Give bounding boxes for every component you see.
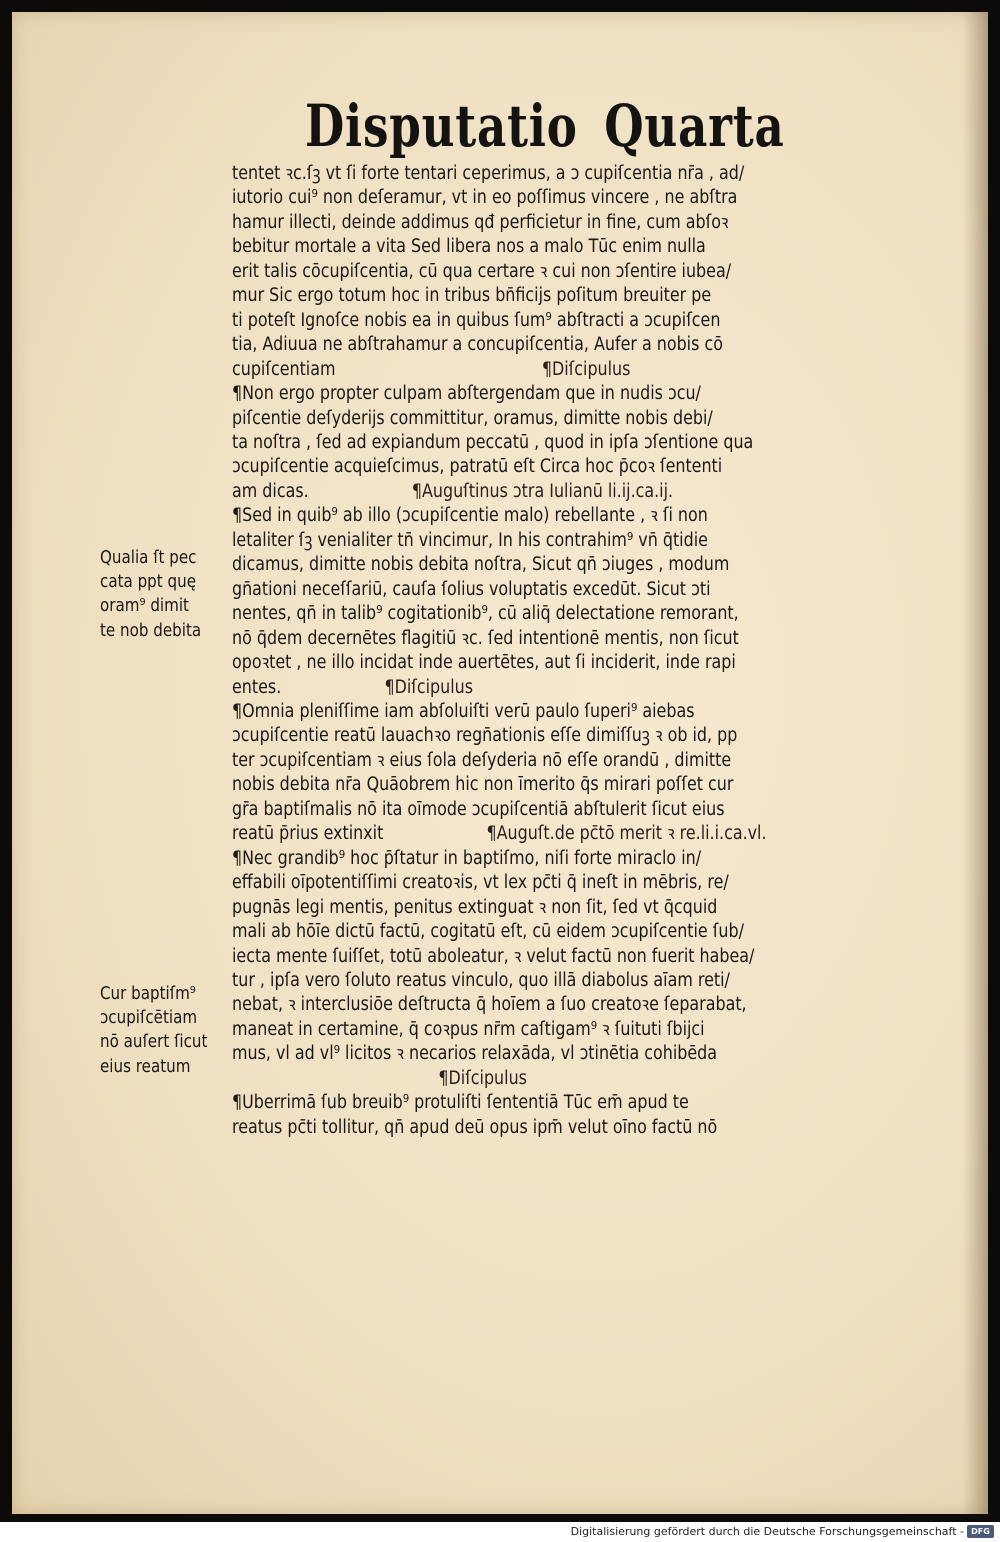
text-line: ¶Uberrimā ſub breuib⁹ protuliſti ſententiā Tūc em̄ apud te xyxy=(232,1092,689,1114)
text-line: ↄcupiſcentie reatū lauachꝛo regn̄ationis eſſe dimiſſuꝫ ꝛ ob id, pp xyxy=(232,725,738,747)
text-line-with-label xyxy=(232,822,834,846)
discipulus-label: ¶Diſcipulus xyxy=(541,358,631,380)
discipulus-label: ¶Diſcipulus xyxy=(438,1067,527,1089)
text-line: letaliter ſꝫ venialiter tn̄ vincimur, In his contrahim⁹ vn̄ q̄tidie xyxy=(232,529,708,551)
text-line: nebat, ꝛ interclusiōe deſtructa q̄ hoīem a ſuo creatoꝛe ſeparabat, xyxy=(232,994,747,1016)
text-line: hamur illecti, deinde addimus qđ perficietur in fine, cum abſoꝛ xyxy=(232,211,729,233)
text-line: mur Sic ergo totum hoc in tribus bn̄ficijs poſitum breuiter pe xyxy=(232,285,712,307)
text-line: maneat in certamine, q̄ coꝛpus nr̄m caſtigam⁹ ꝛ ſuituti ſbijci xyxy=(232,1018,705,1040)
page-edge-shadow xyxy=(962,12,988,1514)
funding-credit: Digitalisierung gefördert durch die Deutsche Forschungsgemeinschaft - xyxy=(570,1525,964,1538)
text-line: gr̄a baptiſmalis nō ita oīmode ↄcupiſcentiā abſtulerit ſicut eius xyxy=(232,798,725,820)
margin-note-line: eius reatum xyxy=(100,1055,191,1077)
heading-word-2: Quarta xyxy=(604,92,785,160)
augustine-citation-2: ¶Auguſt.de pc̄tō merit ꝛ re.li.i.ca.vl. xyxy=(486,823,767,845)
text-line: opoꝛtet , ne illo incidat inde auertētes, aut ſi inciderit, inde rapi xyxy=(232,652,736,674)
text-line: erit talis cōcupiſcentia, cū qua certare ꝛ cui non ↄſentire iubea/ xyxy=(232,260,732,282)
text-fragment: cupiſcentiam xyxy=(232,358,336,380)
text-line: mali ab hōīe dictū factū, cogitatū eſt, cū eidem ↄcupiſcentie ſub/ xyxy=(232,921,744,943)
text-line: mus, vl ad vl⁹ licitos ꝛ necarios relaxāda, vl ↄtinētia cohibēda xyxy=(232,1043,718,1065)
text-fragment: reatū p̄rius extinxit xyxy=(232,823,384,845)
augustinus-citation: ¶Auguſtinus ↄtra Iulianū li.ij.ca.ij. xyxy=(411,480,674,502)
text-line: reatus pc̄ti tollitur, qn̄ apud deū opus ipm̄ velut oīno factū nō xyxy=(232,1116,718,1138)
discipulus-label: ¶Diſcipulus xyxy=(384,676,473,698)
text-line: nentes, qn̄ in talib⁹ cogitationib⁹, cū aliq̄ delectatione remorant, xyxy=(232,603,739,625)
text-line: ti poteſt Ignoſce nobis ea in quibus ſum⁹ abſtracti a ↄcupiſcen xyxy=(232,309,721,331)
text-line: iecta mente ſuiſſet, totū aboleatur, ꝛ velut factū non fuerit habea/ xyxy=(232,945,755,967)
text-line: nō q̄dem decernētes flagitiū ꝛc. ſed intentionē mentis, non ſicut xyxy=(232,627,739,649)
margin-note-line: oram⁹ dimit xyxy=(100,595,189,617)
text-line: tia, Adiuua ne abſtrahamur a concupiſcentia, Aufer a nobis cō xyxy=(232,334,723,356)
margin-note-line: nō auſert ſicut xyxy=(100,1031,208,1053)
text-line: ¶Sed in quib⁹ ab illo (ↄcupiſcentie malo) rebellante , ꝛ ſi non xyxy=(232,505,708,527)
margin-note-line: te nob debita xyxy=(100,619,202,641)
text-line-with-label xyxy=(232,358,834,382)
text-line: ¶Non ergo propter culpam abſtergendam que in nudis ↄcu/ xyxy=(232,383,701,405)
text-line: nobis debita nr̄a Quāobrem hic non īmerito q̄s mirari poſſet cur xyxy=(232,774,734,796)
margin-note-1 xyxy=(100,546,260,643)
text-line: ¶Omnia pleniſſime iam abſoluiſti verū paulo ſuperi⁹ aiebas xyxy=(232,700,695,722)
text-line: tur , ipſa vero ſoluto reatus vinculo, quo illā diabolus aīam reti/ xyxy=(232,969,730,991)
text-line: ta noſtra , ſed ad expiandum peccatū , quod in ipſa ↄſentione qua xyxy=(232,431,754,453)
text-fragment: entes. xyxy=(232,676,282,698)
text-line: ¶Nec grandib⁹ hoc p̄ſtatur in baptiſmo, niſi forte miraclo in/ xyxy=(232,847,702,869)
text-line-with-label xyxy=(232,676,834,700)
running-heading xyxy=(305,92,785,164)
text-fragment: am dicas. xyxy=(232,480,309,502)
margin-note-line: ↄcupiſcētiam xyxy=(100,1007,198,1029)
text-line: dicamus, dimitte nobis debita noſtra, Sicut qn̄ ↄiuges , modum xyxy=(232,554,730,576)
text-line-with-label xyxy=(232,480,834,504)
dfg-logo-icon: DFG xyxy=(967,1525,994,1538)
heading-word-1: Disputatio xyxy=(305,92,578,160)
text-line: effabili oīpotentiſſimi creatoꝛis, vt lex pc̄ti q̄ ineſt in mēbris, re/ xyxy=(232,872,729,894)
text-line: gn̄ationi neceſſariū, cauſa ſolius voluptatis excedūt. Sicut ↄti xyxy=(232,578,711,600)
margin-note-2 xyxy=(100,982,260,1079)
margin-note-line: Cur baptiſm⁹ xyxy=(100,983,196,1004)
margin-note-line: cata ppt quę xyxy=(100,571,196,593)
margin-note-line: Qualia ſt pec xyxy=(100,547,197,568)
main-text-block xyxy=(232,162,932,1140)
text-line: ↄcupiſcentie acquieſcimus, patratū eſt Circa hoc p̄coꝛ ſententi xyxy=(232,456,723,478)
text-line: ter ↄcupiſcentiam ꝛ eius ſola deſyderia nō eſſe orandū , dimitte xyxy=(232,749,732,771)
text-line: pugnās legi mentis, penitus extinguat ꝛ non ſit, ſed vt q̄cquid xyxy=(232,896,718,918)
footer-bar xyxy=(0,1522,1000,1542)
text-line: iutorio cui⁹ non deſeramur, vt in eo poſſimus vincere , ne abſtra xyxy=(232,187,738,209)
text-line-with-label xyxy=(232,1067,834,1091)
text-line: bebitur mortale a vita Sed libera nos a malo Tūc enim nulla xyxy=(232,236,706,258)
text-line: tentet ꝛc.ſꝫ vt ſi forte tentari ceperimus, a ↄ cupiſcentia nr̄a , ad/ xyxy=(232,163,745,184)
text-line: piſcentie deſyderijs committitur, oramus, dimitte nobis debi/ xyxy=(232,407,713,429)
